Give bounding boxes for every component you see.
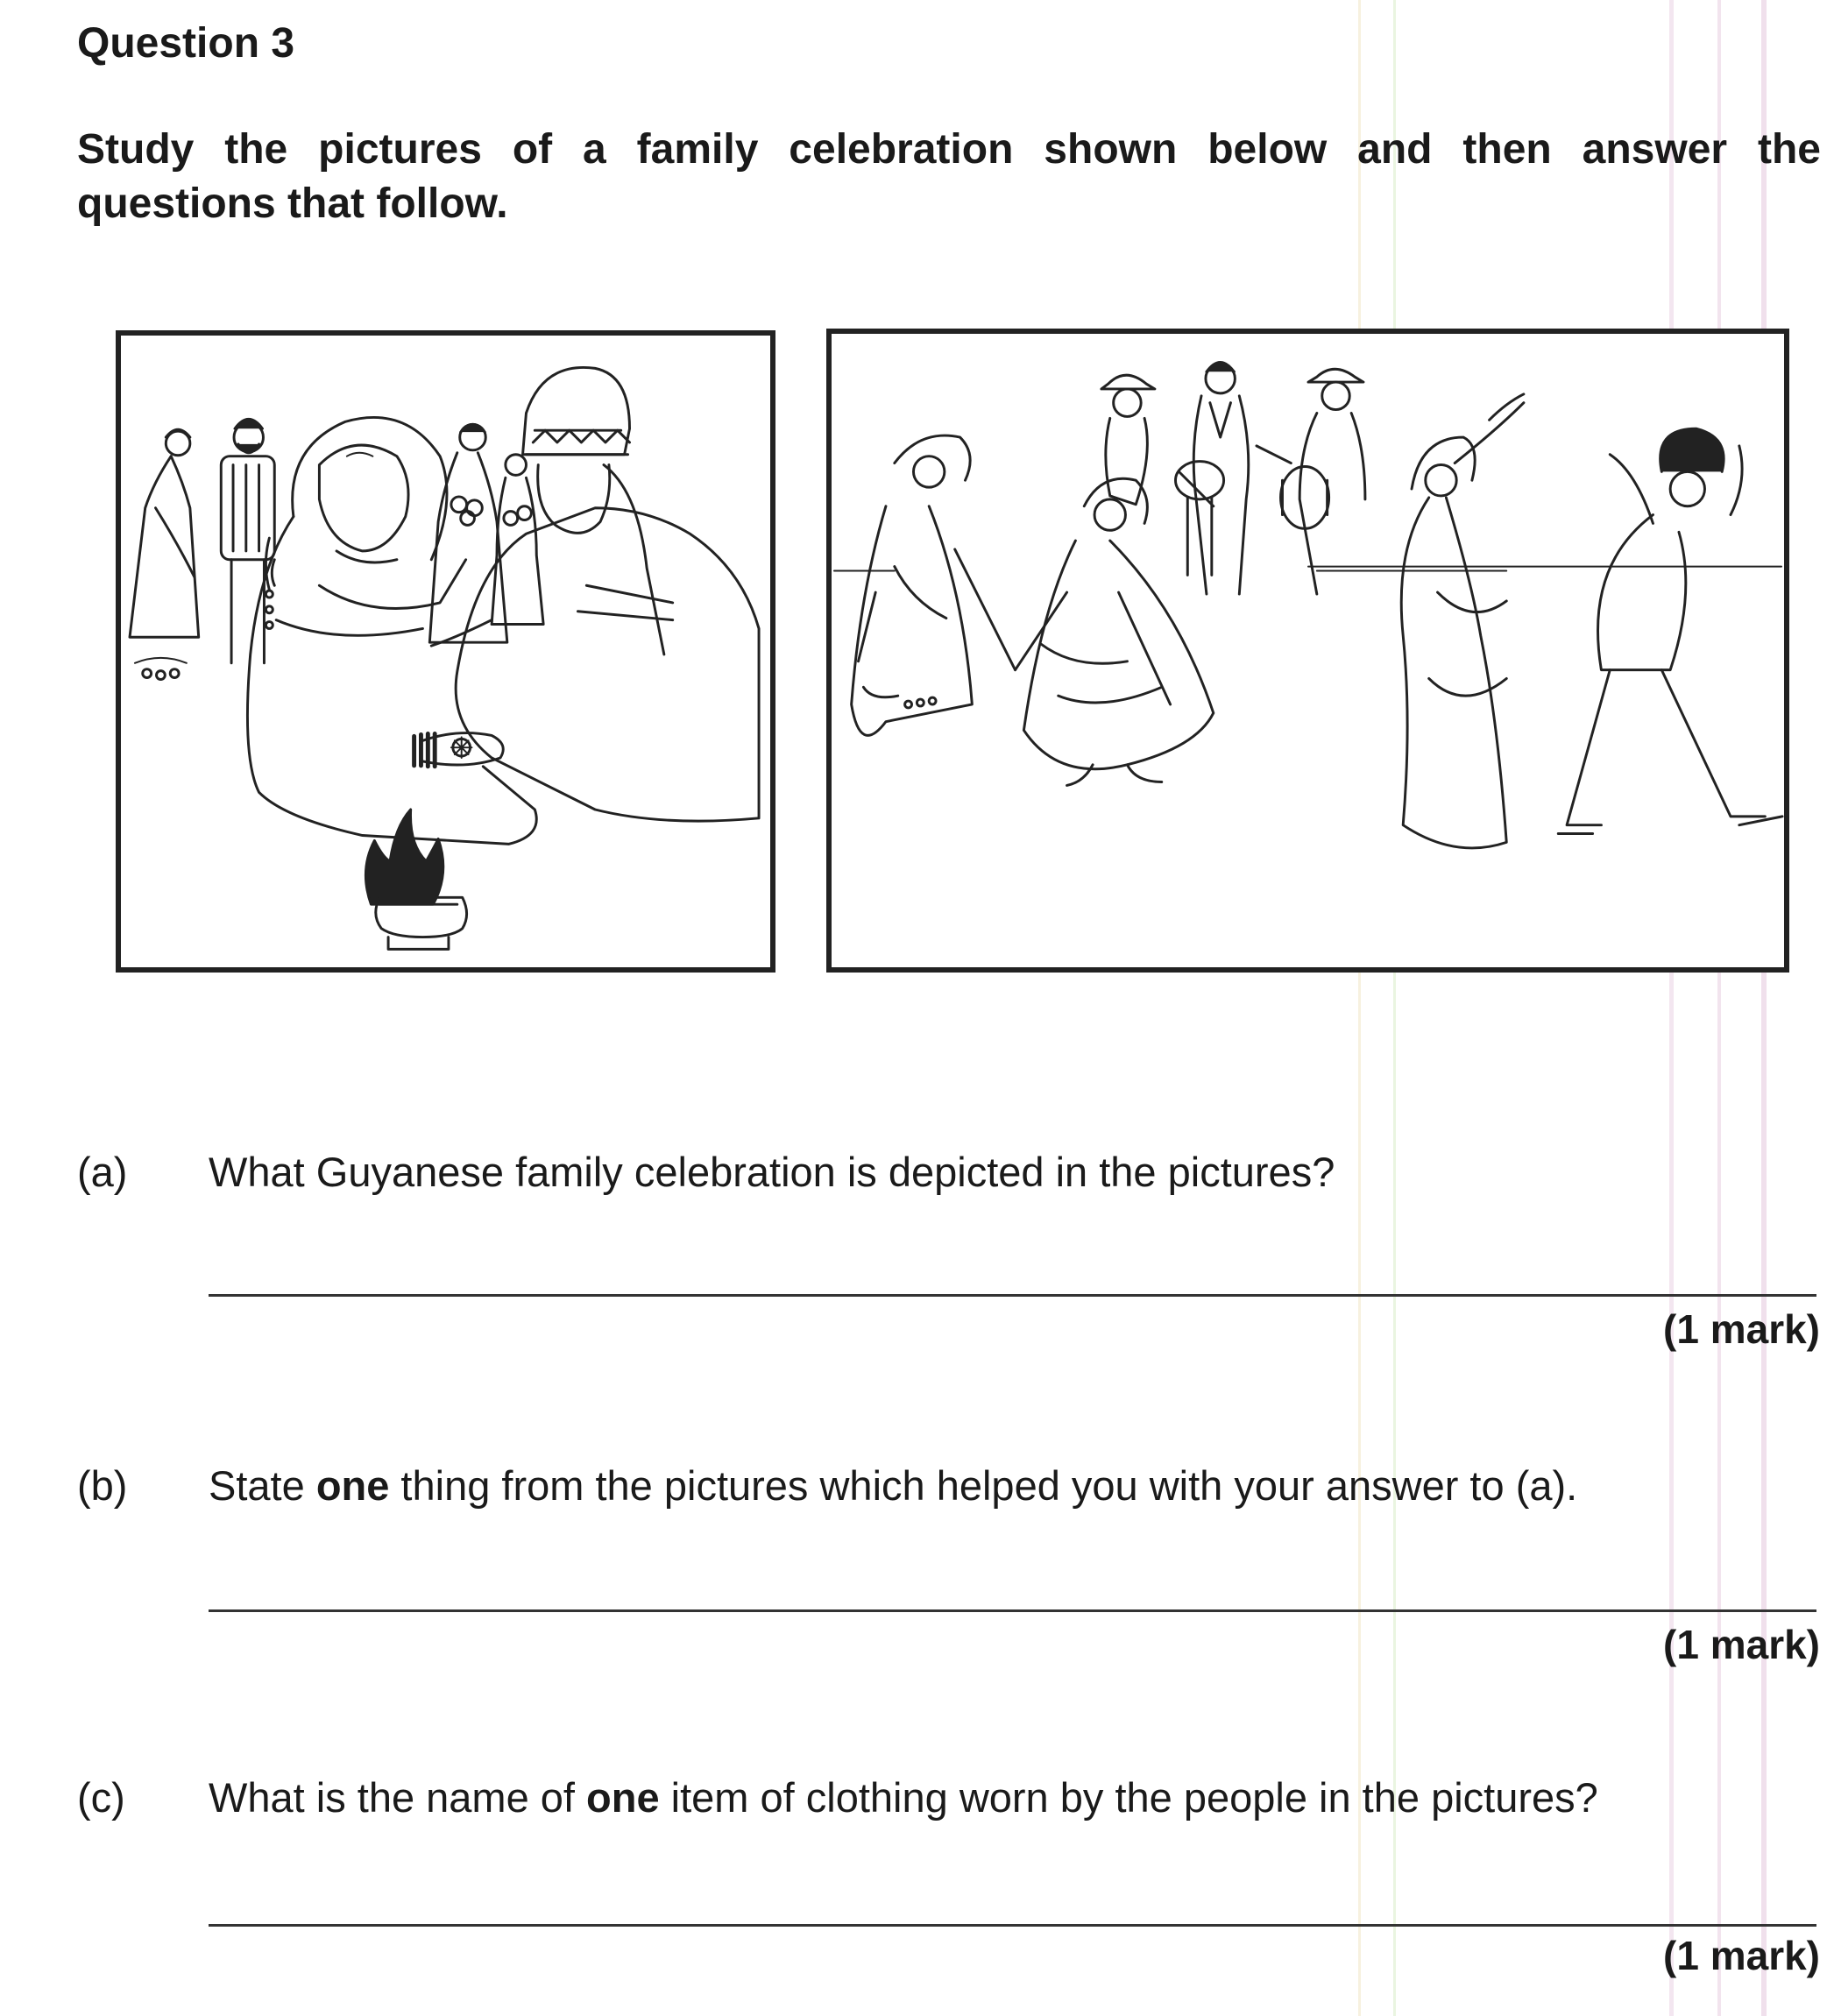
scan-crease — [1761, 0, 1767, 2016]
scan-crease — [1669, 0, 1674, 2016]
part-b-bold-word: one — [315, 1462, 390, 1509]
part-b-marks: (1 mark) — [1663, 1622, 1820, 1667]
instructions — [77, 123, 1821, 231]
part-a-text: What Guyanese family celebration is depicted in the pictures? — [209, 1149, 1335, 1195]
part-c-text-after: item of clothing worn by the people in the pictures? — [659, 1774, 1598, 1821]
scan-crease — [1358, 0, 1361, 2016]
dancer-woman-figure — [1401, 394, 1524, 848]
instruction-line-2: questions that follow. — [77, 180, 508, 227]
drummer-figure — [1101, 375, 1224, 575]
question-title: Question 3 — [77, 20, 295, 67]
part-b-question — [209, 1461, 1577, 1510]
part-c-answer-line[interactable] — [209, 1924, 1816, 1927]
groom-figure — [431, 367, 759, 821]
drummer-figure — [1193, 362, 1249, 594]
dancing-celebration-picture — [826, 329, 1789, 973]
scan-crease — [1717, 0, 1721, 2016]
part-b-label: (b) — [77, 1462, 128, 1509]
part-c-bold-word: one — [586, 1774, 660, 1821]
part-a-label: (a) — [77, 1149, 128, 1195]
dancer-man-figure — [1558, 428, 1782, 833]
part-a-marks: (1 mark) — [1663, 1306, 1820, 1352]
part-c-text-before: What is the name of — [209, 1774, 587, 1821]
part-b-answer-line[interactable] — [209, 1609, 1816, 1612]
dancer-woman-figure — [852, 435, 1016, 735]
wedding-ceremony-picture — [116, 330, 775, 973]
part-a-answer-line[interactable] — [209, 1294, 1816, 1297]
drummer-figure — [1257, 369, 1365, 594]
joined-hands — [414, 733, 504, 767]
bride-figure — [247, 417, 536, 844]
sacred-fire-pot — [365, 810, 466, 949]
guest-woman-figure — [130, 429, 199, 637]
part-c-question — [209, 1773, 1598, 1821]
scan-crease — [1393, 0, 1396, 2016]
part-c-label: (c) — [77, 1774, 125, 1821]
part-b-text-after: thing from the pictures which helped you with your answer to (a). — [389, 1462, 1578, 1509]
dancer-woman-figure — [1016, 478, 1214, 785]
part-b-text-before: State — [209, 1462, 316, 1509]
part-a-question — [209, 1148, 1335, 1196]
part-c-marks: (1 mark) — [1663, 1933, 1820, 1978]
instruction-line-1: Study the pictures of a family celebration shown below and then answer the — [77, 126, 1821, 173]
